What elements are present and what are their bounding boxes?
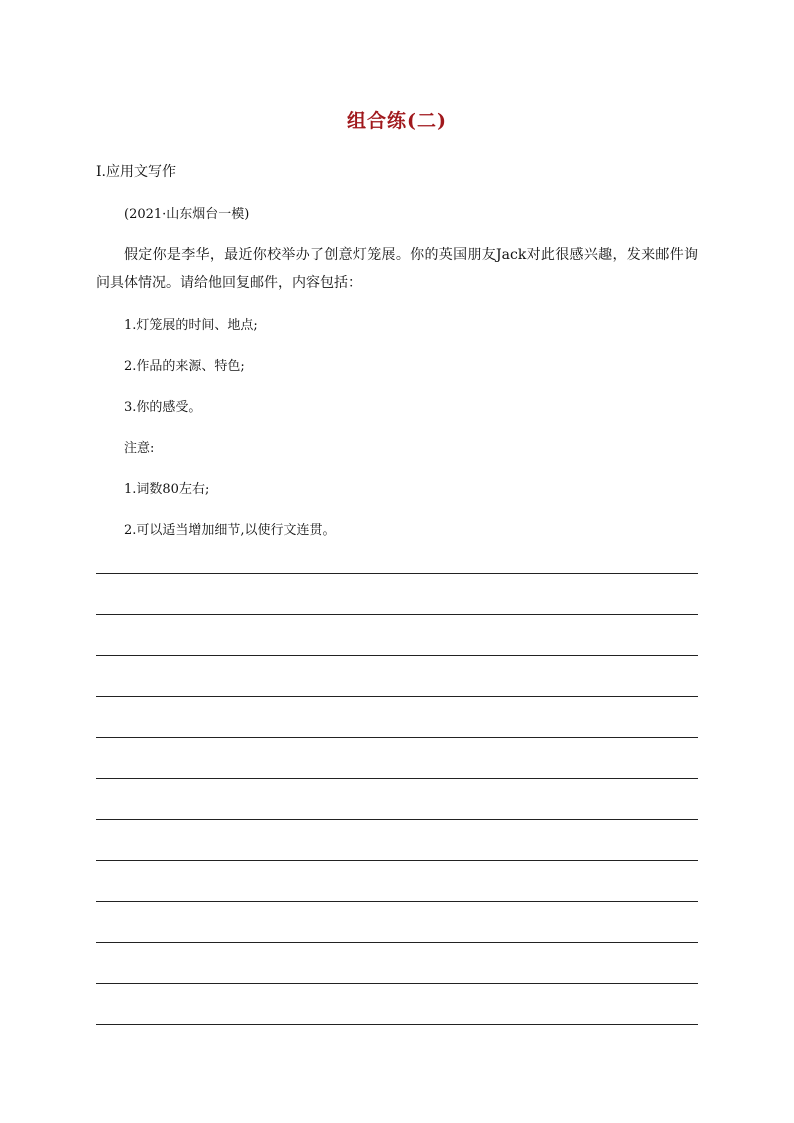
answer-line[interactable] xyxy=(96,983,698,984)
answer-line[interactable] xyxy=(96,655,698,656)
content-item-1: 1.灯笼展的时间、地点; xyxy=(124,318,258,333)
content-item-2: 2.作品的来源、特色; xyxy=(124,359,245,374)
answer-line[interactable] xyxy=(96,1024,698,1025)
answer-line[interactable] xyxy=(96,778,698,779)
answer-line[interactable] xyxy=(96,737,698,738)
note-item-2: 2.可以适当增加细节,以使行文连贯。 xyxy=(124,523,336,538)
answer-line[interactable] xyxy=(96,942,698,943)
answer-line[interactable] xyxy=(96,819,698,820)
notes-label: 注意: xyxy=(124,441,155,456)
answer-lines[interactable] xyxy=(96,573,698,1065)
answer-line[interactable] xyxy=(96,614,698,615)
answer-line[interactable] xyxy=(96,860,698,861)
answer-line[interactable] xyxy=(96,901,698,902)
writing-prompt: 假定你是李华，最近你校举办了创意灯笼展。你的英国朋友Jack对此很感兴趣，发来邮件询问具体情况。请给他回复邮件，内容包括： xyxy=(96,247,698,291)
section-heading: Ⅰ.应用文写作 xyxy=(96,164,176,180)
exam-source: (2021·山东烟台一模) xyxy=(124,207,250,222)
answer-line[interactable] xyxy=(96,573,698,574)
page-title: 组合练(二) xyxy=(347,110,447,132)
answer-line[interactable] xyxy=(96,696,698,697)
note-item-1: 1.词数80左右; xyxy=(124,482,210,497)
content-item-3: 3.你的感受。 xyxy=(124,400,202,415)
